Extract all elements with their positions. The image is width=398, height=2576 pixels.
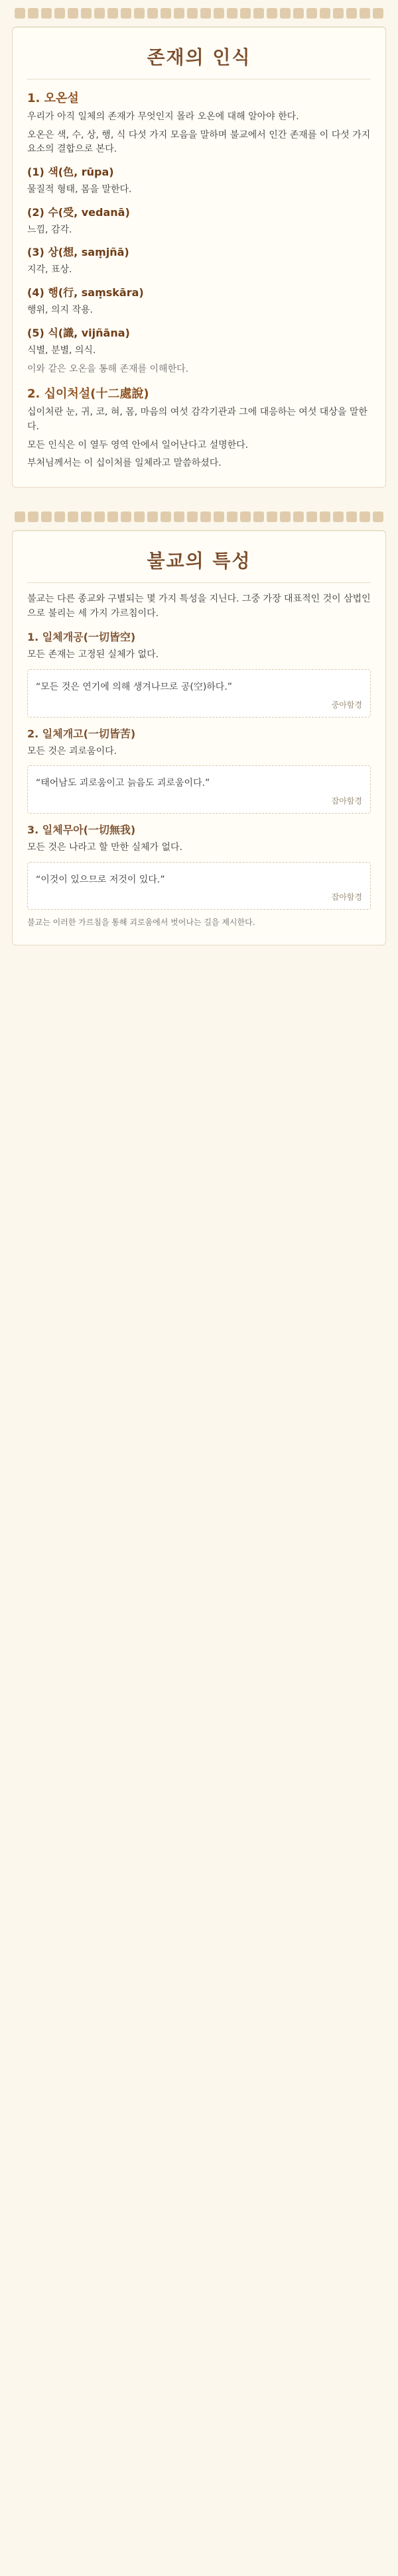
ornament-square bbox=[227, 511, 237, 522]
ornament-square bbox=[320, 511, 330, 522]
section-2-p1: 십이처란 눈, 귀, 코, 혀, 몸, 마음의 여섯 감각기관과 그에 대응하는 여섯 대상을 말한다. bbox=[27, 407, 367, 432]
ornament-square bbox=[94, 8, 105, 19]
ornament-square bbox=[346, 511, 357, 522]
ornament-square bbox=[121, 511, 131, 522]
ornament-square bbox=[121, 8, 131, 19]
ornament-square bbox=[214, 8, 224, 19]
ornament-square bbox=[174, 8, 184, 19]
skandha-vijnana-label: (5) 식(識, vijñāna) bbox=[27, 326, 130, 339]
ornament-square bbox=[200, 8, 211, 19]
quote-box-2 bbox=[27, 765, 371, 814]
skandha-vijnana-text: 식별, 분별, 의식. bbox=[27, 345, 96, 356]
part-2-text: 모든 것은 괴로움이다. bbox=[27, 745, 117, 757]
ornament-square bbox=[293, 8, 304, 19]
quote-2: “태어남도 괴로움이고 늙음도 괴로움이다.” bbox=[36, 778, 210, 789]
section-1-body: 오온은 색, 수, 상, 행, 식 다섯 가지 모음을 말하며 불교에서 인간 존재를 이 다섯 가지 요소의 결합으로 본다. bbox=[27, 129, 371, 155]
ornament-square bbox=[28, 8, 38, 19]
ornament-square bbox=[240, 511, 251, 522]
ornament-square bbox=[161, 511, 171, 522]
ornament-square bbox=[360, 511, 370, 522]
quote-box-3 bbox=[27, 862, 371, 910]
ornament-square bbox=[107, 8, 118, 19]
ornament-square bbox=[68, 8, 78, 19]
ornament-square bbox=[68, 511, 78, 522]
ornament-square bbox=[147, 511, 158, 522]
ornament-square bbox=[280, 511, 291, 522]
ornament-square bbox=[306, 8, 317, 19]
ornament-square bbox=[107, 511, 118, 522]
ornament-square bbox=[333, 511, 344, 522]
ornament-square bbox=[253, 8, 264, 19]
ornament-square bbox=[346, 8, 357, 19]
ornament-square bbox=[81, 8, 92, 19]
ornament-square bbox=[41, 511, 52, 522]
top-ornament bbox=[0, 0, 398, 27]
skandha-vedana bbox=[27, 204, 371, 238]
skandha-samjna-label: (3) 상(想, saṃjñā) bbox=[27, 246, 129, 259]
part-1-title: 1. 일체개공(一切皆空) bbox=[27, 631, 136, 644]
quote-2-source: 잡아함경 bbox=[331, 796, 362, 806]
section-2-p3: 부처님께서는 이 십이처를 일체라고 말씀하셨다. bbox=[27, 458, 222, 469]
ornament-square bbox=[373, 8, 383, 19]
main-content-panel bbox=[12, 27, 386, 488]
ornament-square bbox=[134, 8, 145, 19]
ornament-square bbox=[147, 8, 158, 19]
ornament-square bbox=[373, 511, 383, 522]
section-1-title: 1. 오온설 bbox=[27, 91, 79, 105]
quote-3: “이것이 있으므로 저것이 있다.” bbox=[36, 874, 165, 885]
ornament-square bbox=[253, 511, 264, 522]
ornament-square bbox=[41, 8, 52, 19]
section-1-intro: 우리가 아직 일체의 존재가 무엇인지 몰라 오온에 대해 알아야 한다. bbox=[27, 111, 299, 122]
skandha-vedana-label: (2) 수(受, vedanā) bbox=[27, 205, 130, 219]
ornament-square bbox=[81, 511, 92, 522]
ornament-square bbox=[54, 511, 65, 522]
skandha-vedana-text: 느낌, 감각. bbox=[27, 224, 72, 235]
section-2-main-title: 불교의 특성 bbox=[147, 549, 251, 572]
ornament-row bbox=[15, 8, 383, 19]
skandha-rupa bbox=[27, 164, 371, 197]
ornament-square bbox=[187, 511, 198, 522]
closing-note: 불교는 이러한 가르침을 통해 괴로움에서 벗어나는 길을 제시한다. bbox=[27, 918, 255, 928]
divider bbox=[27, 79, 371, 80]
ornament-square bbox=[94, 511, 105, 522]
ornament-square bbox=[240, 8, 251, 19]
part-3-text: 모든 것은 나라고 할 만한 실체가 없다. bbox=[27, 842, 183, 853]
secondary-content-panel bbox=[12, 530, 386, 945]
ornament-square bbox=[306, 511, 317, 522]
ornament-square bbox=[360, 8, 370, 19]
skandha-samskara-label: (4) 행(行, saṃskāra) bbox=[27, 286, 144, 299]
divider bbox=[27, 582, 371, 583]
ornament-square bbox=[267, 511, 277, 522]
quote-1: “모든 것은 연기에 의해 생겨나므로 공(空)하다.” bbox=[36, 682, 233, 692]
ornament-square bbox=[333, 8, 344, 19]
ornament-square bbox=[15, 8, 25, 19]
part-2-title: 2. 일체개고(一切皆苦) bbox=[27, 727, 136, 740]
ornament-square bbox=[227, 8, 237, 19]
ornament-square bbox=[134, 511, 145, 522]
mid-ornament bbox=[0, 504, 398, 530]
skandha-samskara bbox=[27, 284, 371, 318]
ornament-square bbox=[267, 8, 277, 19]
ornament-square bbox=[174, 511, 184, 522]
skandha-vijnana bbox=[27, 325, 371, 358]
ornament-square bbox=[320, 8, 330, 19]
page-title: 존재의 인식 bbox=[147, 46, 251, 68]
ornament-square bbox=[54, 8, 65, 19]
ornament-square bbox=[28, 511, 38, 522]
part-1-text: 모든 존재는 고정된 실체가 없다. bbox=[27, 649, 159, 661]
quote-3-source: 잡아함경 bbox=[331, 892, 362, 902]
ornament-square bbox=[15, 511, 25, 522]
ornament-square bbox=[280, 8, 291, 19]
skandha-rupa-label: (1) 색(色, rūpa) bbox=[27, 166, 114, 179]
ornament-square bbox=[293, 511, 304, 522]
part-3-title: 3. 일체무아(一切無我) bbox=[27, 824, 136, 837]
skandha-rupa-text: 물질적 형태, 몸을 말한다. bbox=[27, 184, 132, 195]
ornament-square bbox=[187, 8, 198, 19]
ornament-square bbox=[214, 511, 224, 522]
section-2-title: 2. 십이처설(十二處說) bbox=[27, 387, 149, 402]
skandha-samjna-text: 지각, 표상. bbox=[27, 264, 72, 276]
section-1-footnote: 이와 같은 오온을 통해 존재를 이해한다. bbox=[27, 363, 189, 374]
quote-1-source: 중아함경 bbox=[331, 700, 362, 710]
ornament-row bbox=[15, 511, 383, 522]
ornament-square bbox=[161, 8, 171, 19]
skandha-samjna bbox=[27, 244, 371, 278]
ornament-square bbox=[200, 511, 211, 522]
skandha-samskara-text: 행위, 의지 작용. bbox=[27, 305, 93, 316]
section-gap bbox=[0, 488, 398, 504]
section-2-intro: 불교는 다른 종교와 구별되는 몇 가지 특성을 지닌다. 그중 가장 대표적인 것이 삼법인으로 불리는 세 가지 가르침이다. bbox=[27, 593, 371, 619]
section-2-p2: 모든 인식은 이 열두 영역 안에서 일어난다고 설명한다. bbox=[27, 439, 249, 451]
quote-box-1 bbox=[27, 669, 371, 718]
